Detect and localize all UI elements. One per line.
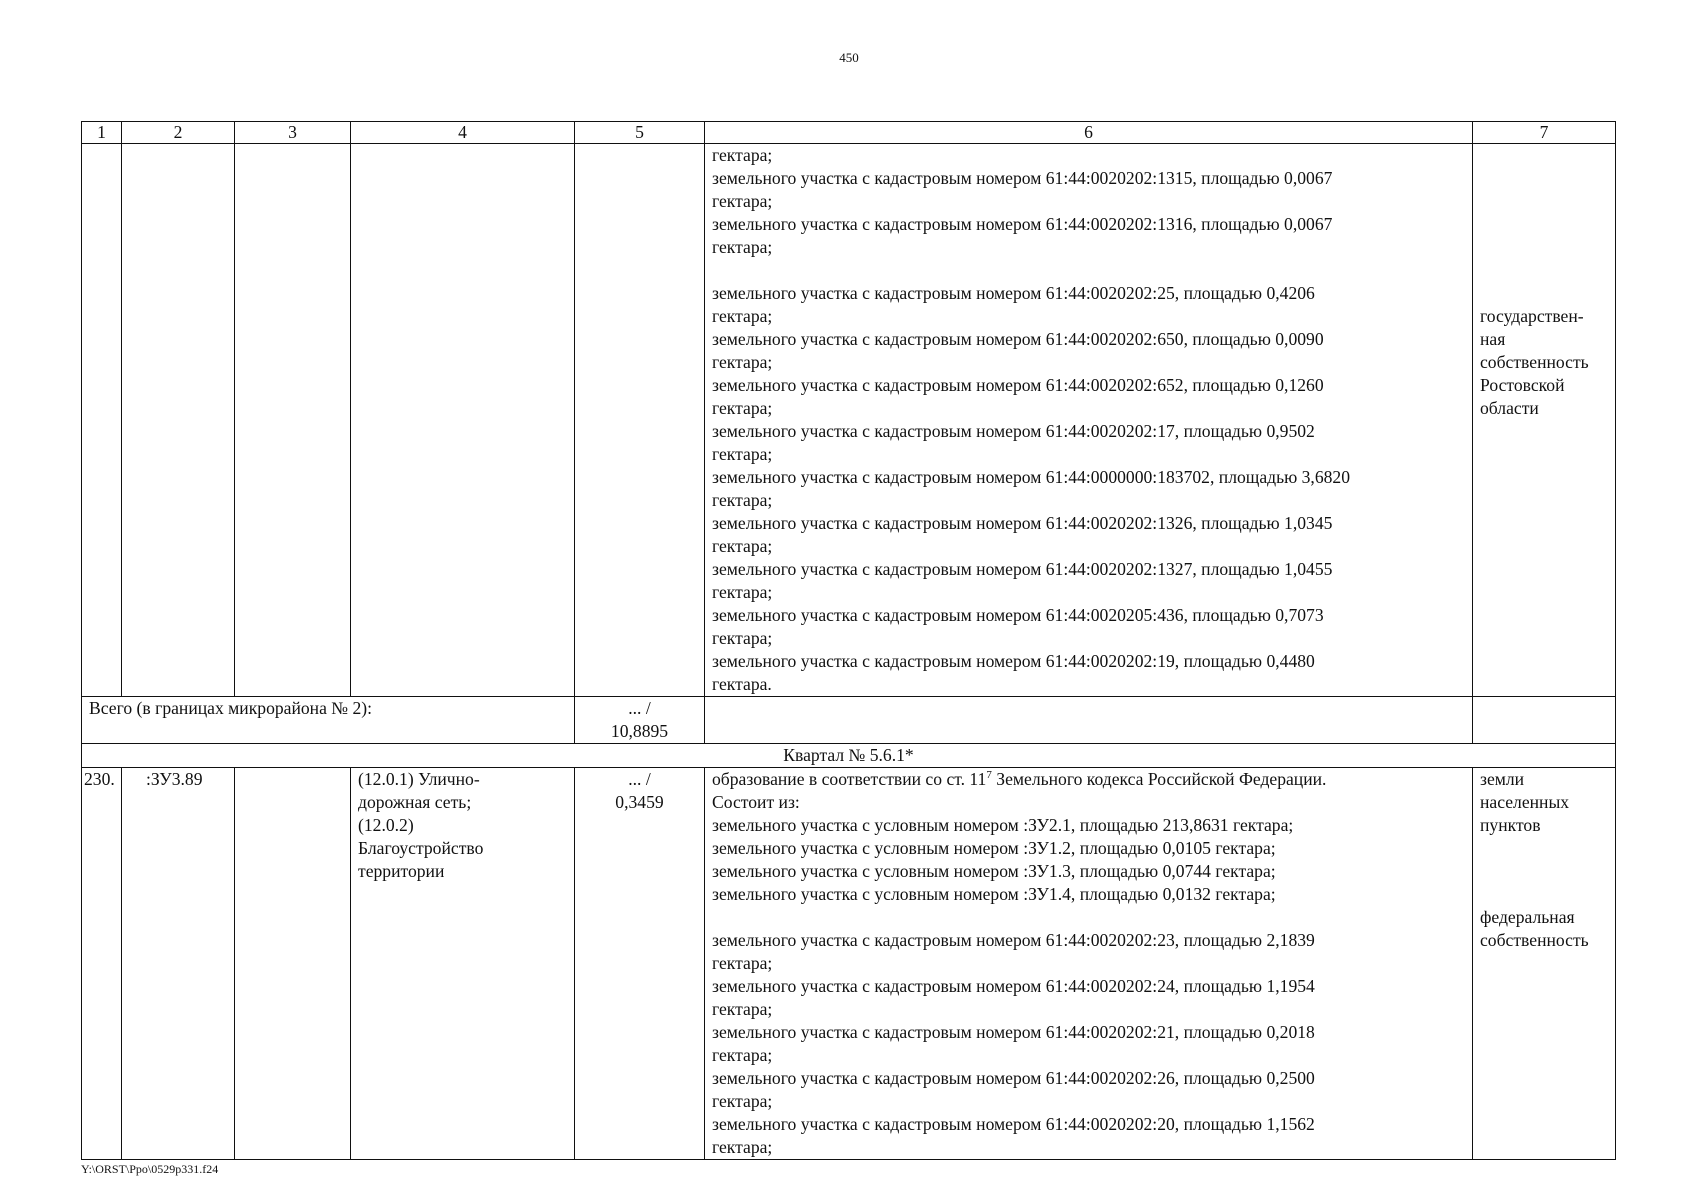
- plot-line: земельного участка с кадастровым номером 61:44:0020202:19, площадью 0,4480: [712, 651, 1315, 671]
- empty-cell: [575, 144, 705, 697]
- plot-composition-cell: [705, 768, 1473, 1160]
- plot-line: гектара;: [712, 999, 773, 1019]
- column-header: 5: [575, 122, 705, 144]
- empty-cell: [351, 144, 575, 697]
- plot-line: гектара;: [712, 1091, 773, 1111]
- quarter-heading-row: [82, 744, 1616, 768]
- plot-line: земельного участка с условным номером :ЗУ1.3, площадью 0,0744 гектара;: [712, 861, 1276, 881]
- entry-area: [575, 768, 705, 1160]
- empty-cell: [235, 768, 351, 1160]
- plot-line: земельного участка с кадастровым номером 61:44:0020202:1315, площадью 0,0067: [712, 168, 1333, 188]
- file-path: Y:\ORST\Ppo\0529p331.f24: [81, 1162, 219, 1176]
- plot-line: гектара;: [712, 953, 773, 973]
- entry-code: :ЗУ3.89: [122, 768, 235, 1160]
- column-header: 7: [1473, 122, 1616, 144]
- ownership-line: области: [1480, 398, 1539, 418]
- ownership-cell: [1473, 144, 1616, 697]
- plot-line: гектара;: [712, 352, 773, 372]
- permitted-use-line: Благоустройство: [358, 838, 484, 858]
- plot-line: земельного участка с кадастровым номером 61:44:0020202:24, площадью 1,1954: [712, 976, 1315, 996]
- plot-line: гектара;: [712, 536, 773, 556]
- plot-line: земельного участка с кадастровым номером 61:44:0020202:652, площадью 0,1260: [712, 375, 1324, 395]
- column-header: 3: [235, 122, 351, 144]
- empty-cell: [122, 144, 235, 697]
- plot-line: гектара;: [712, 1045, 773, 1065]
- plot-line: земельного участка с кадастровым номером 61:44:0020202:1327, площадью 1,0455: [712, 559, 1333, 579]
- column-header: 2: [122, 122, 235, 144]
- total-area-line: ... /: [628, 698, 651, 718]
- plot-line: земельного участка с условным номером :ЗУ1.4, площадью 0,0132 гектара;: [712, 884, 1276, 904]
- plot-line: земельного участка с кадастровым номером 61:44:0020202:17, площадью 0,9502: [712, 421, 1315, 441]
- formation-note: образование в соответствии со ст. $11^7$ Земельного кодекса Российской Федерации.: [712, 769, 1327, 789]
- plot-line: гектара;: [712, 191, 773, 211]
- land-category-line: земли: [1480, 769, 1525, 789]
- plot-line: земельного участка с кадастровым номером 61:44:0020205:436, площадью 0,7073: [712, 605, 1324, 625]
- plot-line: земельного участка с кадастровым номером 61:44:0020202:25, площадью 0,4206: [712, 283, 1315, 303]
- blank-line: [712, 259, 1465, 282]
- plot-line: гектара;: [712, 145, 773, 165]
- plot-line: гектара;: [712, 1137, 773, 1157]
- total-label: Всего (в границах микрорайона № 2):: [82, 697, 575, 744]
- permitted-use-line: (12.0.2): [358, 815, 414, 835]
- column-header: 4: [351, 122, 575, 144]
- total-area-value: 10,8895: [610, 721, 669, 741]
- column-header-row: [82, 122, 1616, 144]
- quarter-heading: Квартал № 5.6.1*: [82, 744, 1616, 768]
- plot-line: Состоит из:: [712, 792, 800, 812]
- plot-line: земельного участка с условным номером :ЗУ2.1, площадью 213,8631 гектара;: [712, 815, 1294, 835]
- entry-row: [82, 768, 1616, 1160]
- empty-cell: [1473, 697, 1616, 744]
- permitted-use-cell: [351, 768, 575, 1160]
- plot-line: гектара;: [712, 398, 773, 418]
- permitted-use-line: территории: [358, 861, 445, 881]
- ownership-line: Ростовской: [1480, 375, 1565, 395]
- land-category-line: населенных: [1480, 792, 1570, 812]
- plot-line: земельного участка с кадастровым номером 61:44:0020202:650, площадью 0,0090: [712, 329, 1324, 349]
- empty-cell: [235, 144, 351, 697]
- plot-line: земельного участка с кадастровым номером 61:44:0020202:1326, площадью 1,0345: [712, 513, 1333, 533]
- plot-line: гектара;: [712, 628, 773, 648]
- entry-area-line: ... /: [628, 769, 651, 789]
- ownership-line: государствен-: [1480, 306, 1584, 326]
- plot-line: земельного участка с кадастровым номером 61:44:0020202:26, площадью 0,2500: [712, 1068, 1315, 1088]
- plot-line: гектара;: [712, 237, 773, 257]
- entry-area-value: 0,3459: [615, 792, 664, 812]
- plot-line: земельного участка с кадастровым номером 61:44:0020202:21, площадью 0,2018: [712, 1022, 1315, 1042]
- column-header: 6: [705, 122, 1473, 144]
- ownership-line: собственность: [1480, 930, 1589, 950]
- plot-line: земельного участка с кадастровым номером 61:44:0020202:20, площадью 1,1562: [712, 1114, 1315, 1134]
- plot-line: земельного участка с кадастровым номером 61:44:0020202:1316, площадью 0,0067: [712, 214, 1333, 234]
- continuation-row: [82, 144, 1616, 697]
- permitted-use-line: дорожная сеть;: [358, 792, 472, 812]
- plot-line: гектара;: [712, 306, 773, 326]
- ownership-line: федеральная: [1480, 907, 1575, 927]
- land-category-line: пунктов: [1480, 815, 1541, 835]
- page-number: 450: [839, 50, 859, 65]
- permitted-use-line: (12.0.1) Улично-: [358, 769, 480, 789]
- ownership-line: собственность: [1480, 352, 1589, 372]
- entry-number: 230.: [82, 768, 122, 1160]
- plot-line: гектара;: [712, 444, 773, 464]
- empty-cell: [82, 144, 122, 697]
- total-row: [82, 697, 1616, 744]
- total-area: [575, 697, 705, 744]
- blank-line: [712, 906, 1465, 929]
- plot-composition-cell: [705, 144, 1473, 697]
- plot-line: гектара;: [712, 582, 773, 602]
- plot-line: гектара.: [712, 674, 772, 694]
- plot-line: земельного участка с условным номером :ЗУ1.2, площадью 0,0105 гектара;: [712, 838, 1276, 858]
- plot-line: земельного участка с кадастровым номером 61:44:0000000:183702, площадью 3,6820: [712, 467, 1351, 487]
- plot-line: земельного участка с кадастровым номером 61:44:0020202:23, площадью 2,1839: [712, 930, 1315, 950]
- land-plots-table: [81, 121, 1616, 1160]
- ownership-line: ная: [1480, 329, 1506, 349]
- column-header: 1: [82, 122, 122, 144]
- ownership-cell: [1473, 768, 1616, 1160]
- plot-line: гектара;: [712, 490, 773, 510]
- empty-cell: [705, 697, 1473, 744]
